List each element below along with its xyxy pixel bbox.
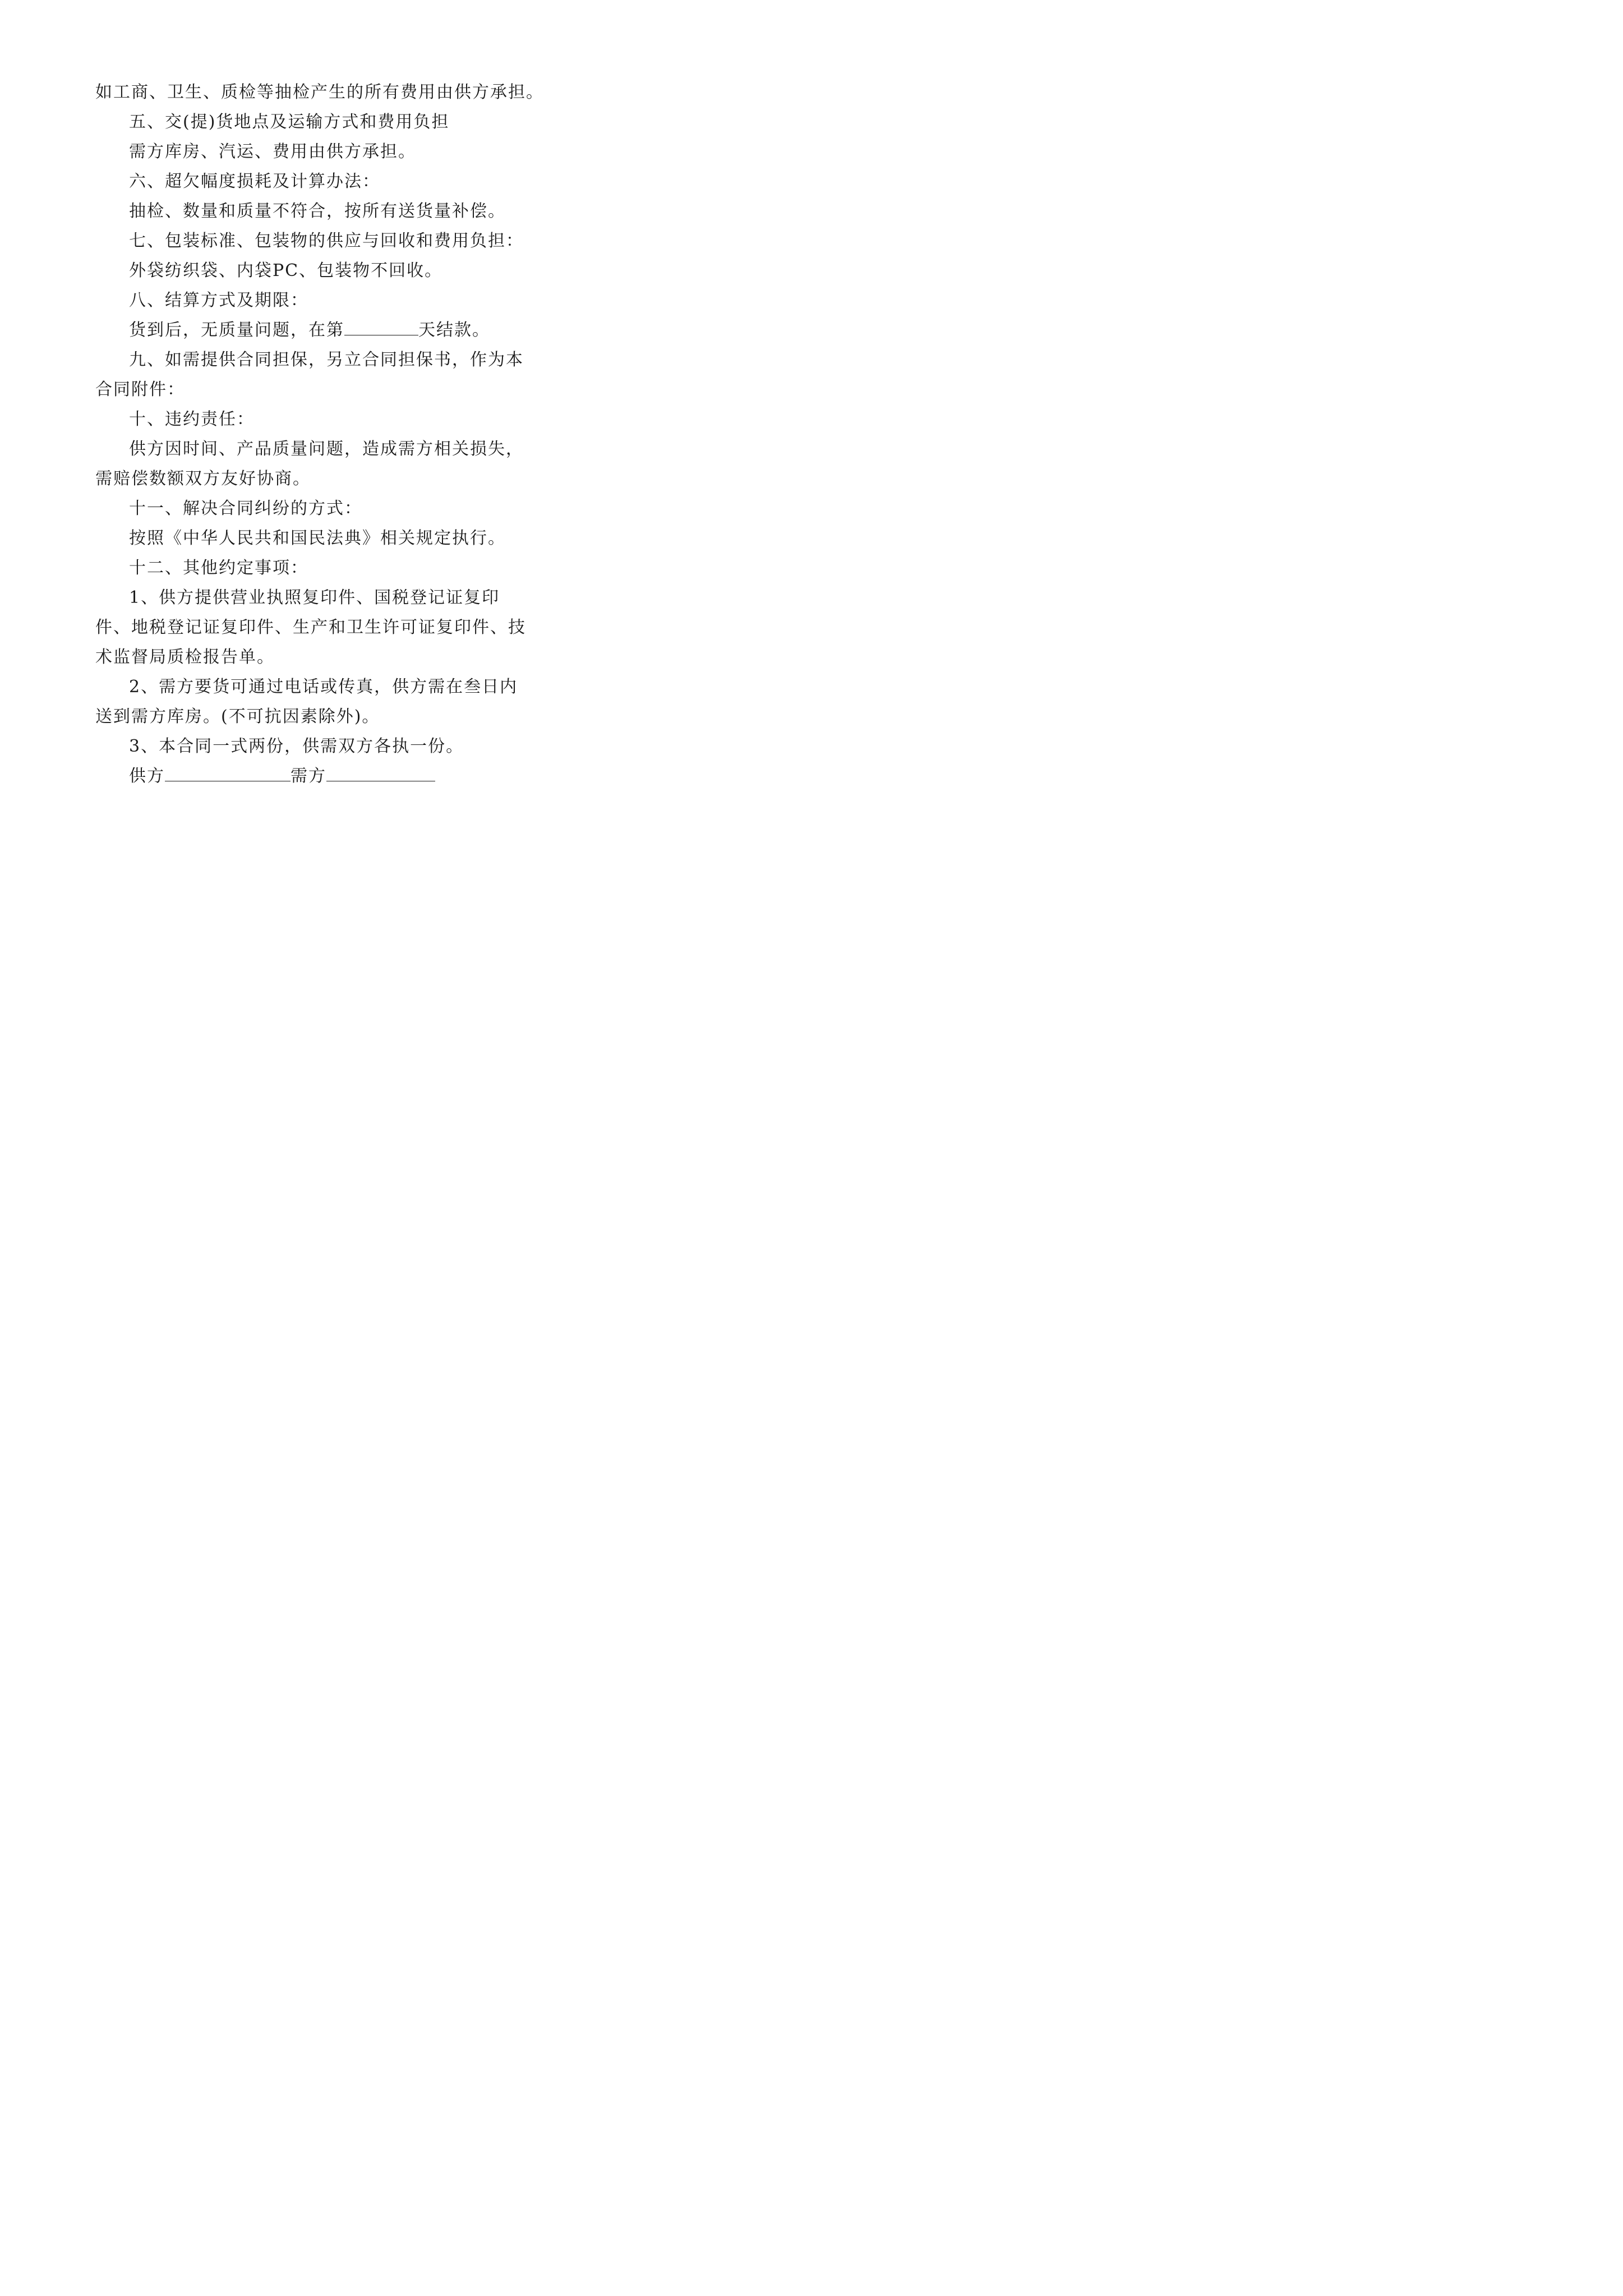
- settlement-text-after: 天结款。: [418, 320, 490, 340]
- settlement-days-blank[interactable]: [344, 320, 418, 335]
- paragraph-dispute-heading: 十一、解决合同纠纷的方式：: [129, 499, 362, 518]
- paragraph-other-item-2: 2、需方要货可通过电话或传真，供方需在叁日内送到需方库房。(不可抗因素除外)。: [95, 677, 518, 726]
- paragraph-other-item-1: 1、供方提供营业执照复印件、国税登记证复印件、地税登记证复印件、生产和卫生许可证复印件、技术监督局质检报告单。: [95, 588, 526, 667]
- document-body: [95, 77, 544, 791]
- paragraph-liability-terms: 供方因时间、产品质量问题，造成需方相关损失，需赔偿数额双方友好协商。: [95, 439, 524, 489]
- paragraph-delivery-heading: 五、交(提)货地点及运输方式和费用负担: [129, 112, 450, 132]
- buyer-signature-blank[interactable]: [326, 766, 435, 781]
- supplier-signature-blank[interactable]: [165, 766, 291, 781]
- paragraph-liability-heading: 十、违约责任：: [129, 409, 255, 429]
- paragraph-loss-terms: 抽检、数量和质量不符合，按所有送货量补偿。: [129, 201, 506, 221]
- paragraph-inspection-fees: 如工商、卫生、质检等抽检产生的所有费用由供方承担。: [95, 82, 544, 102]
- paragraph-packaging-terms: 外袋纺织袋、内袋PC、包装物不回收。: [129, 261, 443, 280]
- signature-line: [95, 761, 533, 791]
- buyer-label: 需方: [291, 766, 326, 786]
- paragraph-loss-heading: 六、超欠幅度损耗及计算办法：: [129, 172, 380, 191]
- paragraph-settlement-heading: 八、结算方式及期限：: [129, 291, 308, 310]
- paragraph-delivery-terms: 需方库房、汽运、费用由供方承担。: [129, 142, 416, 162]
- paragraph-guarantee: 九、如需提供合同担保，另立合同担保书，作为本合同附件：: [95, 350, 524, 399]
- paragraph-settlement-terms: [95, 315, 533, 345]
- paragraph-packaging-heading: 七、包装标准、包装物的供应与回收和费用负担：: [129, 231, 524, 251]
- supplier-label: 供方: [129, 766, 165, 786]
- paragraph-other-item-3: 3、本合同一式两份，供需双方各执一份。: [129, 737, 464, 756]
- document-page: [0, 0, 619, 875]
- paragraph-dispute-terms: 按照《中华人民共和国民法典》相关规定执行。: [129, 528, 506, 548]
- paragraph-other-heading: 十二、其他约定事项：: [129, 558, 308, 578]
- settlement-text-before: 货到后，无质量问题，在第: [129, 320, 344, 340]
